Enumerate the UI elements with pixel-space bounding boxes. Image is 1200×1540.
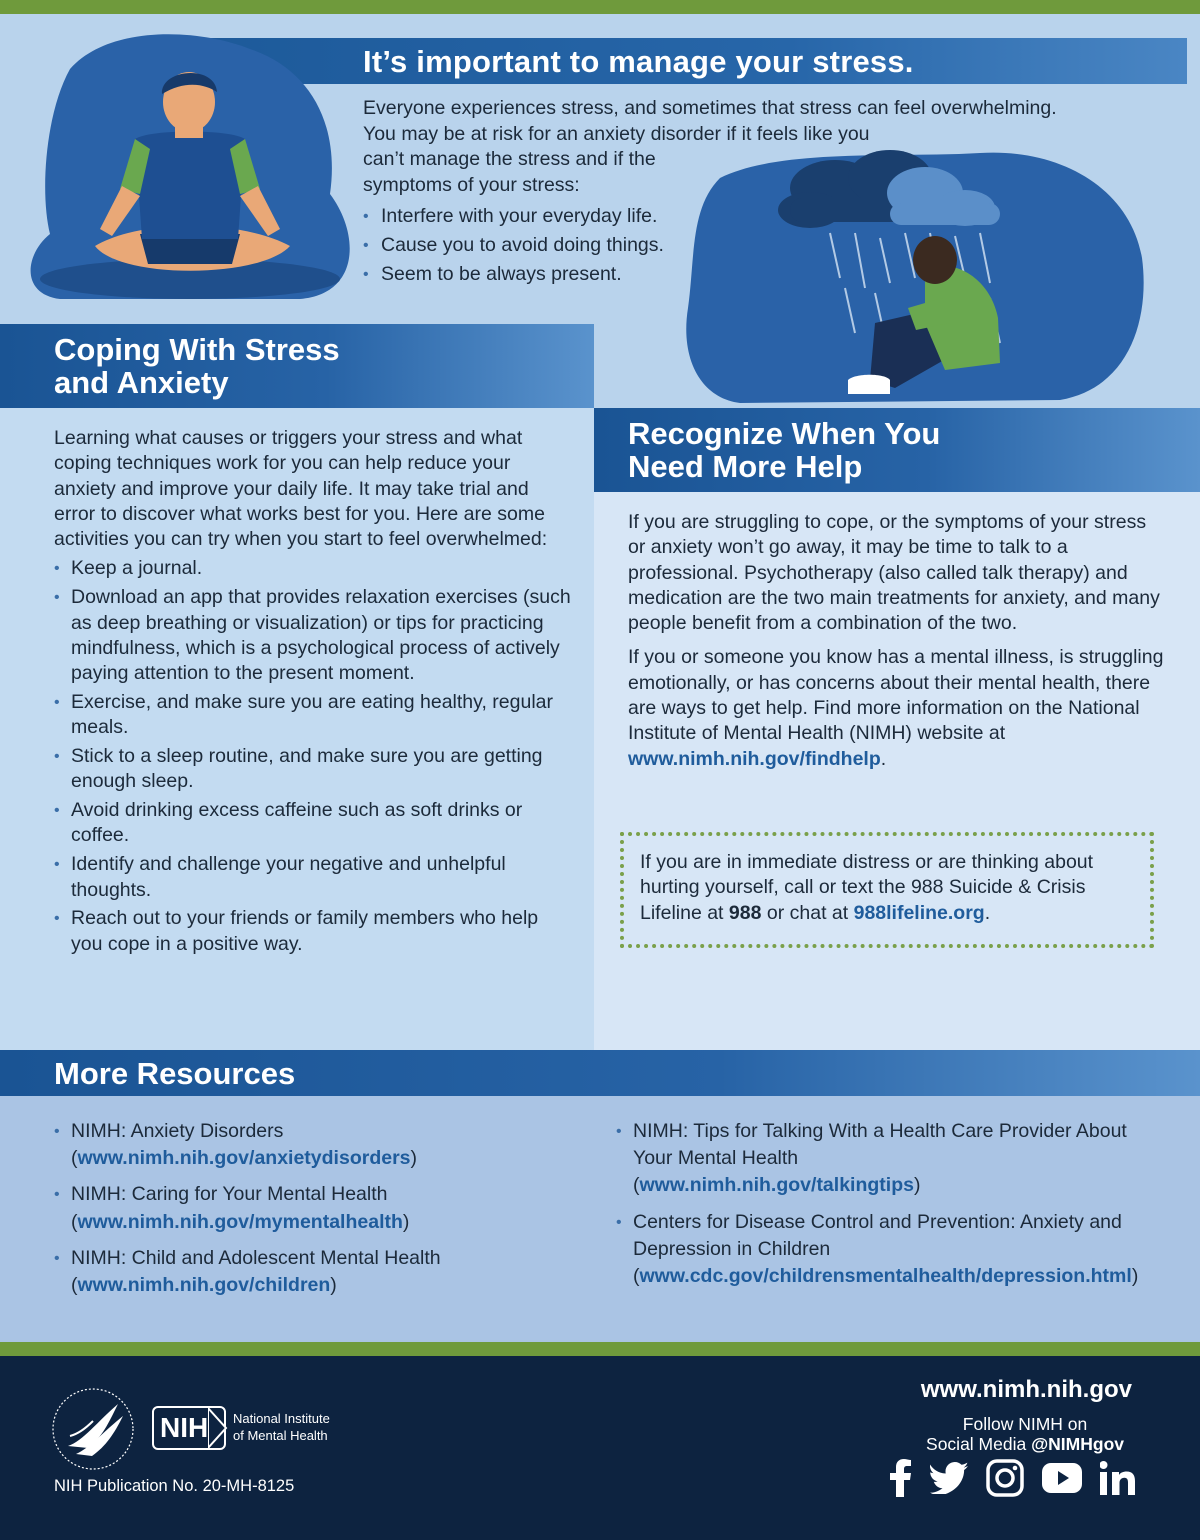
resources-title: More Resources (54, 1056, 296, 1091)
coping-title (54, 333, 340, 399)
resource-link[interactable]: www.nimh.nih.gov/anxietydisorders (77, 1147, 411, 1170)
social-handle: @NIMHgov (1031, 1434, 1124, 1454)
twitter-icon[interactable] (930, 1462, 968, 1494)
list-item: • Interfere with your everyday life. (363, 202, 1153, 231)
title-line: Need More Help (628, 449, 863, 484)
list-item: • Keep a journal. (54, 556, 574, 581)
resources-list-right (616, 1118, 1156, 1299)
resource-link[interactable]: www.nimh.nih.gov/mymentalhealth (77, 1210, 403, 1233)
crisis-callout (620, 832, 1154, 948)
list-item: • Cause you to avoid doing things. (363, 231, 1153, 260)
paragraph-text: If you or someone you know has a mental illness, is struggling emotionally, or has concerns about their mental health, there are ways to get help. Find more information on the National Institute of Mental Health (NIMH) website at (628, 646, 1164, 745)
resource-link[interactable]: www.nimh.nih.gov/talkingtips (639, 1174, 914, 1197)
title-line: and Anxiety (54, 365, 229, 400)
recognize-body (628, 510, 1168, 781)
institute-line: National Institute (233, 1411, 330, 1426)
recognize-paragraph: If you are struggling to cope, or the symptoms of your stress or anxiety won’t go away, it may be time to talk to a professional. Psychotherapy (also called talk therapy) and medication are the two main treatments for anxiety, and many people benefit from a combination of the two. (628, 511, 1160, 635)
follow-text (926, 1414, 1124, 1454)
crisis-text: or chat at (761, 901, 854, 924)
recognize-title (628, 417, 940, 483)
follow-line: Follow NIMH on (962, 1414, 1088, 1434)
resource-item: • Centers for Disease Control and Prevention: Anxiety and Depression in Children (www.cdc.gov/childrensmentalhealth/depression.html) (616, 1209, 1156, 1291)
resource-item: • NIMH: Caring for Your Mental Health (www.nimh.nih.gov/mymentalhealth) (54, 1181, 574, 1235)
list-item: • Seem to be always present. (363, 260, 1153, 289)
social-icons (890, 1459, 1136, 1497)
paragraph-end: . (880, 747, 887, 770)
linkedin-icon[interactable] (1100, 1461, 1136, 1495)
resources-header (0, 1050, 1200, 1096)
coping-body (54, 426, 574, 960)
footer-accent-bar (0, 1342, 1200, 1356)
resources-list-left (54, 1118, 574, 1308)
nih-institute-name (233, 1410, 330, 1444)
meditation-illustration (0, 14, 380, 314)
recognize-section (594, 324, 1200, 1050)
crisis-number: 988 (728, 901, 762, 924)
recognize-header (594, 408, 1200, 492)
resource-label: NIMH: Child and Adolescent Mental Health (71, 1246, 441, 1269)
list-item: • Stick to a sleep routine, and make sure you are getting enough sleep. (54, 744, 574, 795)
list-item: • Exercise, and make sure you are eating healthy, regular meals. (54, 690, 574, 741)
page-title: It’s important to manage your stress. (363, 44, 914, 79)
resources-section (0, 1050, 1200, 1342)
follow-line: Social Media (926, 1434, 1032, 1454)
nimh-site-link[interactable]: www.nimh.nih.gov (920, 1376, 1132, 1403)
footer (0, 1356, 1200, 1540)
coping-list (54, 556, 574, 956)
resource-label: NIMH: Anxiety Disorders (71, 1120, 284, 1142)
resource-label: NIMH: Caring for Your Mental Health (71, 1183, 388, 1206)
resource-item: • NIMH: Tips for Talking With a Health Care Provider About Your Mental Health (www.nimh.nih.gov/talkingtips) (616, 1118, 1156, 1200)
intro-line: You may be at risk for an anxiety disorder if it feels like you (363, 122, 870, 145)
resource-item: • NIMH: Child and Adolescent Mental Health (www.nimh.nih.gov/children) (54, 1245, 574, 1299)
youtube-icon[interactable] (1042, 1463, 1082, 1493)
resource-link[interactable]: www.cdc.gov/childrensmentalhealth/depression.html (639, 1265, 1132, 1288)
crisis-end: . (984, 901, 991, 924)
intro-line: Everyone experiences stress, and sometimes that stress can feel overwhelming. (363, 97, 1057, 119)
list-item: • Reach out to your friends or family members who help you cope in a positive way. (54, 906, 574, 957)
coping-intro: Learning what causes or triggers your stress and what coping techniques work for you can help reduce your anxiety and improve your daily life. It may take trial and error to discover what works best for you. Here are some activities you can try when you start to feel overwhelmed: (54, 427, 548, 551)
coping-header (0, 324, 594, 408)
intro-line: symptoms of your stress: (363, 173, 580, 196)
instagram-icon[interactable] (986, 1459, 1024, 1497)
title-line: Coping With Stress (54, 332, 340, 367)
resource-item: • NIMH: Anxiety Disorders (www.nimh.nih.gov/anxietydisorders) (54, 1118, 574, 1172)
list-item: • Identify and challenge your negative and unhelpful thoughts. (54, 852, 574, 903)
list-item: • Avoid drinking excess caffeine such as soft drinks or coffee. (54, 798, 574, 849)
findhelp-link[interactable]: www.nimh.nih.gov/findhelp (628, 747, 881, 770)
list-item: • Download an app that provides relaxation exercises (such as deep breathing or visualization) or tips for practicing mindfulness, which is a psychological process of actively paying attention to the present moment. (54, 585, 574, 686)
publication-number: NIH Publication No. 20-MH-8125 (54, 1477, 295, 1495)
resource-label: NIMH: Tips for Talking With a Health Care Provider About Your Mental Health (633, 1120, 1127, 1170)
resource-label: Centers for Disease Control and Prevention: Anxiety and Depression in Children (633, 1210, 1122, 1260)
nih-arrow-icon (208, 1406, 228, 1450)
top-accent-bar (0, 0, 1200, 14)
nih-logo: NIH (152, 1406, 226, 1450)
intro-line: can’t manage the stress and if the (363, 148, 656, 170)
resource-link[interactable]: www.nimh.nih.gov/children (77, 1274, 331, 1297)
facebook-icon[interactable] (890, 1459, 912, 1497)
lifeline-link[interactable]: 988lifeline.org (853, 901, 985, 924)
title-line: Recognize When You (628, 416, 941, 451)
hhs-seal-icon (48, 1386, 138, 1472)
institute-line: of Mental Health (233, 1428, 328, 1443)
coping-section (0, 324, 594, 1050)
crisis-text: If you are in immediate distress or are thinking about hurting yourself, call or text the 988 Suicide & Crisis Lifeline at (640, 851, 1094, 924)
recognize-paragraph (628, 645, 1168, 771)
rain-cloud-illustration (680, 148, 1150, 410)
